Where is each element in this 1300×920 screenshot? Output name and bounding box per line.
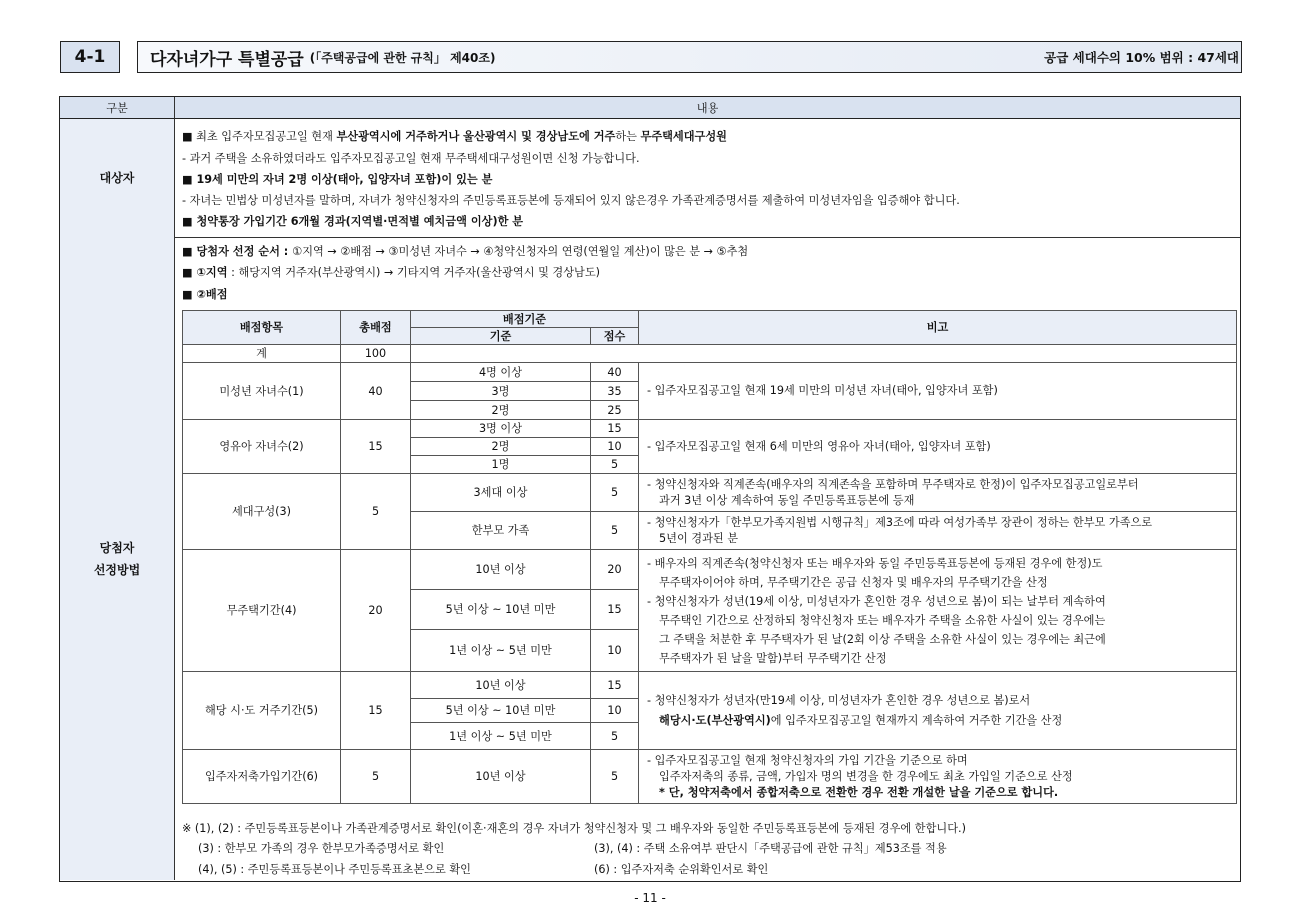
row-divider (60, 237, 1240, 238)
selection-score-title: ■ ②배점 (182, 288, 228, 301)
table-row (183, 550, 1237, 590)
criteria: 10년 이상 (411, 750, 591, 804)
header-category: 구분 (60, 97, 175, 119)
row-note: - 배우자의 직계존속(청약신청자 또는 배우자와 동일 주민등록표등본에 등재된 경우에 한정)도 무주택자이어야 하며, 무주택기간은 공급 신청자 및 배우자의 무주택기간을 산정 - 청약신청자가 성년(19세 이상, 미성년자가 혼인한 경우 성년으로 봄)이 되는 날부터 계속하여 무주택인 기간으로 산정하되 청약신청자 또는 배우자가 주택을 소유한 사실이 있는 경우에는 그 주택을 처분한 후 무주택자가 된 날(2회 이상 주택을 소유한 사실이 있는 경우에는 최근에 무주택자가 된 날을 말함)부터 무주택기간 산정 (639, 550, 1237, 672)
main-table (59, 96, 1241, 882)
row-total: 20 (341, 550, 411, 672)
section-subtitle: (「주택공급에 관한 규칙」 제40조) (309, 50, 496, 65)
total-value: 100 (341, 345, 411, 363)
footnote-4: (4), (5) : 주민등록표등본이나 주민등록표초본으로 확인 (198, 863, 471, 876)
col-standard: 기준 (411, 328, 591, 345)
criteria: 1년 이상 ~ 5년 미만 (411, 723, 591, 750)
section-title: 다자녀가구 특별공급 (150, 49, 304, 70)
row-total: 5 (341, 750, 411, 804)
row-note: - 청약신청자가「한부모가족지원법 시행규칙」제3조에 따라 여성가족부 장관이 정하는 한부모 가족으로 5년이 경과된 분 (639, 512, 1237, 550)
footnote-3: (3), (4) : 주택 소유여부 판단시「주택공급에 관한 규칙」제53조를 적용 (594, 842, 947, 855)
total-empty (411, 345, 1237, 363)
table-row (183, 420, 1237, 438)
points: 5 (591, 723, 639, 750)
row-note: - 입주자모집공고일 현재 6세 미만의 영유아 자녀(태아, 입양자녀 포함) (639, 420, 1237, 474)
points: 5 (591, 512, 639, 550)
col-item: 배점항목 (183, 311, 341, 345)
row-item: 해당 시·도 거주기간(5) (183, 672, 341, 750)
score-header-row (183, 311, 1237, 328)
col-total: 총배점 (341, 311, 411, 345)
target-line-3: ■ 19세 미만의 자녀 2명 이상(태아, 입양자녀 포함)이 있는 분 (182, 173, 493, 186)
criteria: 한부모 가족 (411, 512, 591, 550)
criteria: 5년 이상 ~ 10년 미만 (411, 699, 591, 723)
selection-region: ■ ①지역 : 해당지역 거주자(부산광역시) → 기타지역 거주자(울산광역시 및 경상남도) (182, 266, 601, 279)
col-note: 비고 (639, 311, 1237, 345)
selection-label: 당첨자 선정방법 (60, 237, 175, 880)
points: 20 (591, 550, 639, 590)
target-line-2: - 과거 주택을 소유하였더라도 입주자모집공고일 현재 무주택세대구성원이면 신청 가능합니다. (182, 152, 640, 165)
row-note: - 청약신청자가 성년자(만19세 이상, 미성년자가 혼인한 경우 성년으로 봄)로서 해당시·도(부산광역시)에 입주자모집공고일 현재까지 계속하여 거주한 기간을 산정 (639, 672, 1237, 750)
row-item: 영유아 자녀수(2) (183, 420, 341, 474)
footnote-5: (6) : 입주자저축 순위확인서로 확인 (594, 863, 769, 876)
criteria: 1명 (411, 456, 591, 474)
points: 25 (591, 401, 639, 420)
total-row (183, 345, 1237, 363)
section-header (137, 41, 1242, 73)
row-note: - 입주자모집공고일 현재 청약신청자의 가입 기간을 기준으로 하며 입주자저축의 종류, 금액, 가입자 명의 변경을 한 경우에도 최초 가입일 기준으로 산정 * 단, 청약저축에서 종합저축으로 전환한 경우 전환 개설한 날을 기준으로 합니다. (639, 750, 1237, 804)
points: 5 (591, 750, 639, 804)
row-item: 입주자저축가입기간(6) (183, 750, 341, 804)
criteria: 2명 (411, 438, 591, 456)
section-number: 4-1 (60, 41, 120, 73)
criteria: 2명 (411, 401, 591, 420)
criteria: 1년 이상 ~ 5년 미만 (411, 630, 591, 672)
points: 5 (591, 474, 639, 512)
table-row (183, 750, 1237, 804)
target-line-1: ■ 최초 입주자모집공고일 현재 부산광역시에 거주하거나 울산광역시 및 경상남도에 거주하는 무주택세대구성원 (182, 130, 727, 143)
selection-order: ■ 당첨자 선정 순서 : ①지역 → ②배점 → ③미성년 자녀수 → ④청약신청자의 연령(연월일 계산)이 많은 분 → ⑤추첨 (182, 245, 749, 258)
table-row (183, 672, 1237, 699)
row-note: - 청약신청자와 직계존속(배우자의 직계존속을 포함하며 무주택자로 한정)이 입주자모집공고일로부터 과거 3년 이상 계속하여 동일 주민등록표등본에 등재 (639, 474, 1237, 512)
row-item: 무주택기간(4) (183, 550, 341, 672)
criteria: 3명 (411, 382, 591, 401)
row-total: 15 (341, 420, 411, 474)
score-table (182, 310, 1237, 804)
row-total: 15 (341, 672, 411, 750)
criteria: 10년 이상 (411, 672, 591, 699)
target-line-5: ■ 청약통장 가입기간 6개월 경과(지역별·면적별 예치금액 이상)한 분 (182, 215, 524, 228)
target-line-4: - 자녀는 민법상 미성년자를 말하며, 자녀가 청약신청자의 주민등록표등본에 등재되어 있지 않은경우 가족관계증명서를 제출하여 미성년자임을 입증해야 합니다. (182, 194, 960, 207)
col-criteria: 배점기준 (411, 311, 639, 328)
row-item: 미성년 자녀수(1) (183, 363, 341, 420)
page-number: - 11 - (634, 891, 666, 905)
table-row (183, 363, 1237, 382)
target-label: 대상자 (60, 119, 175, 237)
footnote-2: (3) : 한부모 가족의 경우 한부모가족증명서로 확인 (198, 842, 445, 855)
footnote-1: ※ (1), (2) : 주민등록표등본이나 가족관계증명서로 확인(이혼·재혼의 경우 자녀가 청약신청자 및 그 배우자와 동일한 주민등록표등본에 등재된 경우에 한합니다.) (182, 822, 966, 835)
criteria: 3명 이상 (411, 420, 591, 438)
points: 10 (591, 699, 639, 723)
points: 10 (591, 630, 639, 672)
row-total: 5 (341, 474, 411, 550)
total-label: 계 (183, 345, 341, 363)
points: 15 (591, 590, 639, 630)
criteria: 10년 이상 (411, 550, 591, 590)
criteria: 4명 이상 (411, 363, 591, 382)
points: 35 (591, 382, 639, 401)
table-row (183, 474, 1237, 512)
points: 15 (591, 672, 639, 699)
supply-quota: 공급 세대수의 10% 범위 : 47세대 (1044, 50, 1239, 65)
points: 5 (591, 456, 639, 474)
points: 40 (591, 363, 639, 382)
points: 15 (591, 420, 639, 438)
header-content: 내용 (175, 97, 1240, 119)
col-points: 점수 (591, 328, 639, 345)
row-item: 세대구성(3) (183, 474, 341, 550)
points: 10 (591, 438, 639, 456)
row-note: - 입주자모집공고일 현재 19세 미만의 미성년 자녀(태아, 입양자녀 포함) (639, 363, 1237, 420)
criteria: 5년 이상 ~ 10년 미만 (411, 590, 591, 630)
criteria: 3세대 이상 (411, 474, 591, 512)
row-total: 40 (341, 363, 411, 420)
